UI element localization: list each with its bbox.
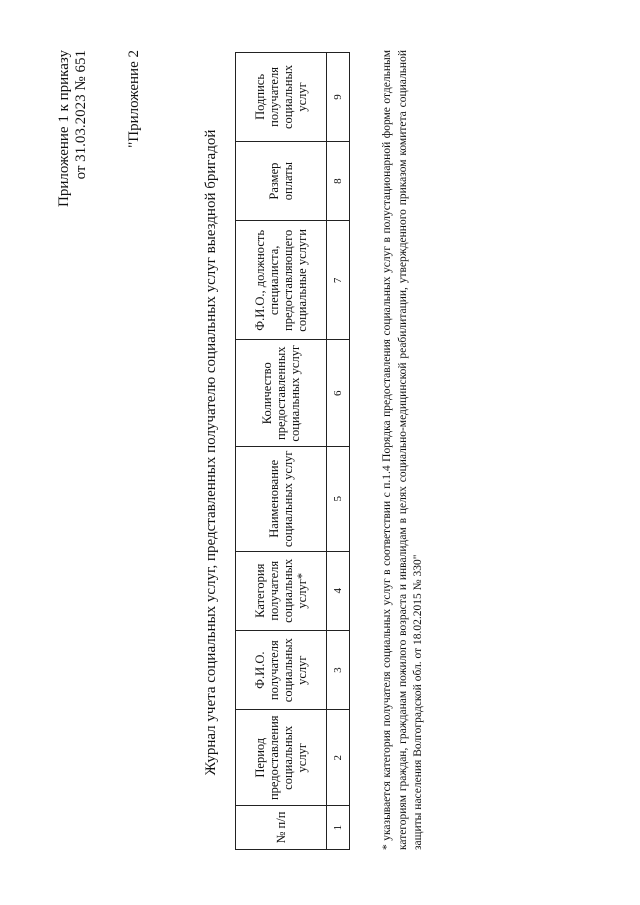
- column-header-number: № п/п: [236, 806, 327, 850]
- table-header-row: [236, 53, 327, 850]
- column-header-service-name: Наименование социальных услуг: [236, 447, 327, 552]
- column-number: 3: [327, 630, 350, 709]
- order-reference: [56, 50, 90, 207]
- journal-table: [235, 52, 350, 850]
- column-number-row: [327, 53, 350, 850]
- footnote: * указывается категория получателя социальных услуг в соответствии с п.1.4 Порядка предоставления социальных услуг в полустационарной форме отдельным категориям граждан, гражданам пожилого возраста и инвалидам в целях социально-медицинской реабилитации, утвержденного приказом комитета социальной защиты населения Волгоградской обл. от 18.02.2015 № 330": [381, 50, 424, 850]
- column-number: 7: [327, 221, 350, 340]
- column-number: 1: [327, 806, 350, 850]
- column-header-period: Период предоставления социальных услуг: [236, 710, 327, 806]
- column-header-recipient-name: Ф.И.О. получателя социальных услуг: [236, 630, 327, 709]
- order-reference-line2: от 31.03.2023 № 651: [73, 50, 89, 180]
- column-number: 9: [327, 53, 350, 142]
- column-number: 8: [327, 141, 350, 220]
- order-reference-line1: Приложение 1 к приказу: [56, 50, 72, 207]
- document-title: Журнал учета социальных услуг, представленных получателю социальных услуг выездной бригадой: [203, 129, 219, 776]
- column-number: 4: [327, 551, 350, 630]
- column-header-signature: Подпись получателя социальных услуг: [236, 53, 327, 142]
- column-number: 6: [327, 340, 350, 447]
- column-header-quantity: Количество предоставленных социальных услуг: [236, 340, 327, 447]
- column-number: 5: [327, 447, 350, 552]
- appendix-label: "Приложение 2: [126, 50, 142, 148]
- column-header-category: Категория получателя социальных услуг*: [236, 551, 327, 630]
- column-number: 2: [327, 710, 350, 806]
- column-header-payment: Размер оплаты: [236, 141, 327, 220]
- column-header-specialist: Ф.И.О., должность специалиста, предоставляющего социальные услуги: [236, 221, 327, 340]
